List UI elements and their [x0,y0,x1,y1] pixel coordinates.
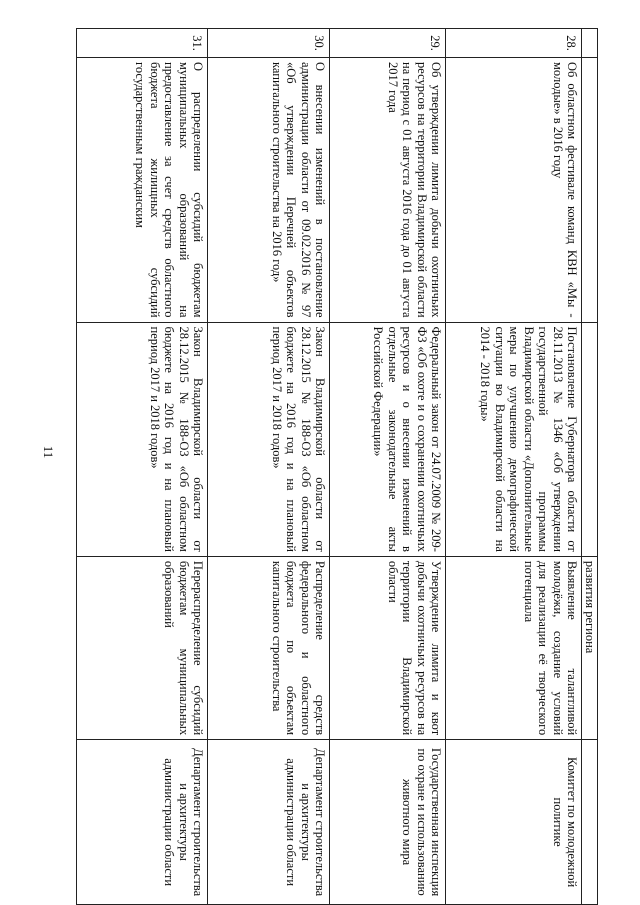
goal: Перераспределение субсидий бюджетам муниципальных образований [77,556,209,739]
row-number: 29. [330,29,446,58]
header-cell-goal: развития региона [582,556,598,739]
document-name: Об областном фестивале команд КВН «Мы - молодые» в 2016 году [446,58,582,323]
table-row [330,29,446,905]
responsible: Комитет по молодежной политике [446,740,582,905]
table-row [582,29,598,905]
responsible: Департамент строительства и архитектуры администрации области [77,740,209,905]
table-row [208,29,330,905]
rotated-table-container [76,28,598,905]
document-name: Об утверждении лимита добычи охотничьих ресурсов на территории Владимирской области на период с 01 августа 2016 года до 01 августа 2017 года [330,58,446,323]
row-number: 28. [446,29,582,58]
legal-basis: Закон Владимирской области от 28.12.2015 № 188-ОЗ «Об областном бюджете на 2016 год и на плановый период 2017 и 2018 годов» [208,322,330,556]
page-number: 11 [41,445,56,459]
responsible: Департамент строительства и архитектуры администрации области [208,740,330,905]
legal-basis: Закон Владимирской области от 28.12.2015 № 188-ОЗ «Об областном бюджете на 2016 год и на плановый период 2017 и 2018 годов» [77,322,209,556]
header-cell-responsible [582,740,598,905]
row-number: 30. [208,29,330,58]
legal-basis: Постановление Губернатора области от 28.11.2013 № 1346 «Об утверждении государственной программы Владимирской области «Дополнительные меры по улучшению демографической ситуации во Владимирской области на 2014 - 2018 годы» [446,322,582,556]
goal: Распределение средств федерального и областного бюджета по объектам капитального строительства [208,556,330,739]
header-cell-num [582,29,598,58]
row-number: 31. [77,29,209,58]
plan-table [76,28,598,905]
document-name: О внесении изменений в постановление администрации области от 09.02.2016 № 97 «Об утверждении Перечней объектов капитального строительства на 2016 год» [208,58,330,323]
table-row [77,29,209,905]
responsible: Государственная инспекция по охране и использованию животного мира [330,740,446,905]
table-row [446,29,582,905]
legal-basis: Федеральный закон от 24.07.2009 № 209-ФЗ «Об охоте и о сохранении охотничьих ресурсов и о внесении изменений в отдельные законодательные акты Российской Федерации» [330,322,446,556]
header-cell-name [582,58,598,323]
goal: Выявление талантливой молодёжи, создание условий для реализации её творческого потенциала [446,556,582,739]
header-cell-basis [582,322,598,556]
goal: Утверждение лимита и квот добычи охотничьих ресурсов на территории Владимирской области [330,556,446,739]
document-name: О распределении субсидий бюджетам муниципальных образований на предоставление за счет средств областного бюджета жилищных субсидий государственным гражданским [77,58,209,323]
